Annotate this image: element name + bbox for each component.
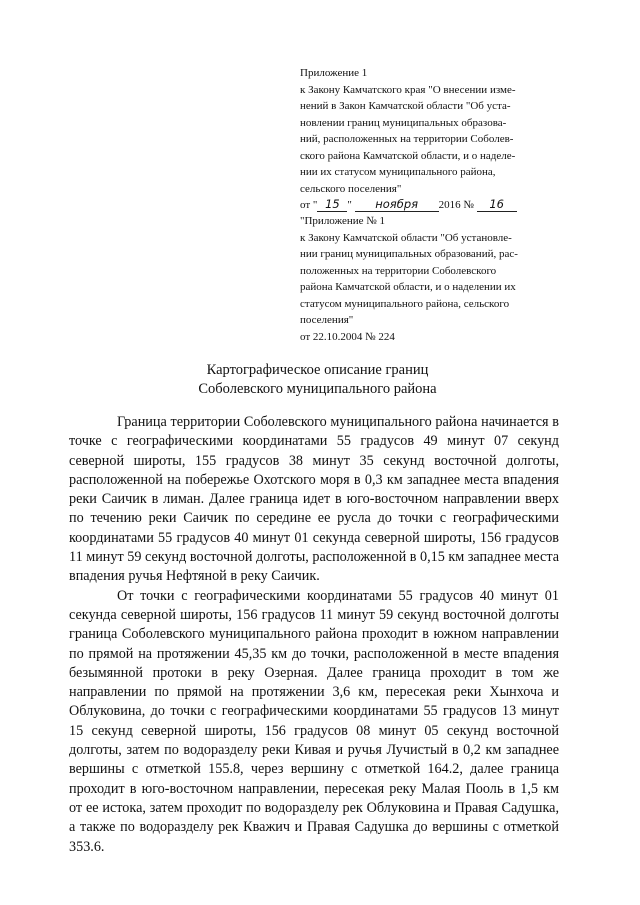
date-quote: ": [347, 199, 352, 211]
document-body: [69, 413, 559, 857]
appendix-2-line: "Приложение № 1: [300, 215, 386, 227]
appendix-1-line: ского района Камчатской области, и о наделе-: [300, 149, 516, 162]
appendix-1-line: Приложение 1: [300, 67, 368, 79]
appendix-2-line: положенных на территории Соболевского: [300, 264, 497, 277]
title-line-2: Соболевского муниципального района: [198, 381, 437, 397]
handwritten-month: ноября: [355, 198, 439, 212]
appendix-1-line: нений в Закон Камчатской области "Об уста-: [300, 100, 511, 112]
appendix-2-line: от 22.10.2004 № 224: [300, 330, 395, 343]
appendix-1-line: ний, расположенных на территории Соболев-: [300, 133, 514, 145]
handwritten-number: 16: [477, 198, 517, 212]
appendix-2-line: района Камчатской области, и о наделении их: [300, 281, 516, 293]
appendix-1-line: новлении границ муниципальных образова-: [300, 116, 507, 129]
title-line-1: Картографическое описание границ: [206, 362, 429, 378]
appendix-2-line: поселения": [300, 314, 354, 326]
body-paragraph-1: Граница территории Соболевского муниципального района начинается в точке с географическими координатами 55 градусов 49 минут 07 секунд северной широты, 155 градусов 38 минут 35 секунд восточной долготы, расположенной на побережье Охотского моря в 0,3 км западнее места впадения реки Саичик в лиман. Далее граница идет в юго-восточном направлении вверх по течению реки Саичик по середине ее русла до точки с географическими координатами 55 градусов 40 минут 01 секунда северной широты, 156 градусов 11 минут 59 секунд восточной долготы, расположенной в 0,15 км западнее места впадения ручья Нефтяной в реку Саичик.: [69, 414, 559, 585]
appendix-1-line: сельского поселения": [300, 182, 402, 195]
appendix-1-header: [300, 65, 562, 214]
law-date-line: [300, 197, 562, 214]
handwritten-day: 15: [317, 198, 347, 212]
appendix-2-line: статусом муниципального района, сельского: [300, 297, 510, 310]
document-title: [150, 361, 485, 399]
appendix-1-line: нии их статусом муниципального района,: [300, 166, 496, 178]
appendix-2-header: [300, 213, 562, 345]
appendix-1-line: к Закону Камчатского края "О внесении изме-: [300, 83, 516, 96]
appendix-2-line: к Закону Камчатской области "Об установле-: [300, 231, 512, 244]
year-number-label: 2016 №: [438, 199, 474, 211]
appendix-2-line: нии границ муниципальных образований, рас-: [300, 248, 518, 260]
body-paragraph-2: От точки с географическими координатами 55 градусов 40 минут 01 секунда северной широты, 156 градусов 11 минут 59 секунд восточной долготы граница Соболевского муниципального района проходит в южном направлении по прямой на протяжении 45,35 км до точки, расположенной в месте впадения безымянной протоки в реку Озерная. Далее граница проходит в том же направлении по прямой на протяжении 3,6 км, пересекая реки Хынхоча и Облуковина, до точки с географическими координатами 55 градусов 13 минут 15 секунд северной широты, 156 градусов 08 минут 05 секунд восточной долготы, затем по водоразделу реки Кивая и ручья Лучистый в 0,2 км западнее вершины с отметкой 155.8, через вершину с отметкой 164.2, далее граница проходит в юго-восточном направлении, пересекая реку Малая Пооль в 1,5 км от ее истока, затем проходит по водоразделу рек Облуковина и Правая Садушка, а также по водоразделу рек Кважич и Правая Садушка до вершины с отметкой 353.6.: [69, 587, 559, 855]
date-prefix: от ": [300, 199, 318, 211]
